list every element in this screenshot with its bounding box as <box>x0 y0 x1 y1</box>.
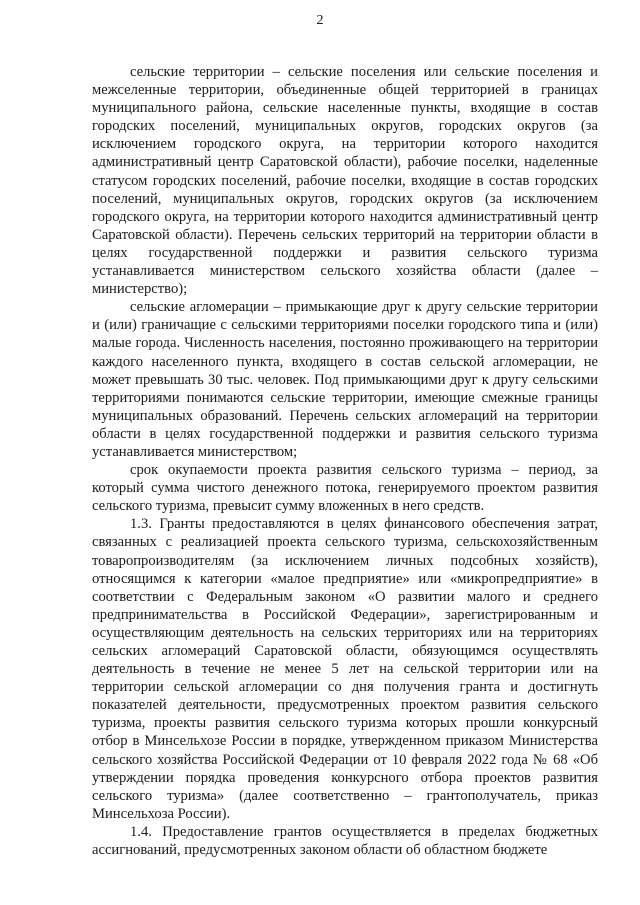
paragraph-rural-territories: сельские территории – сельские поселения или сельские поселения и межселенные территории, объединенные общей территорией в границах муниципального района, сельские населенные пункты, входящие в состав городских поселений, муниципальных округов, городских округов (за исключением городского округа, на территории которого находится административный центр Саратовской области), рабочие поселки, наделенные статусом городских поселений, рабочие поселки, входящие в состав городских поселений, муниципальных округов, городских округов (за исключением городского округа, на территории которого находится административный центр Саратовской области). Перечень сельских территорий на территории области в целях государственной поддержки и развития сельского туризма устанавливается министерством сельского хозяйства области (далее – министерство); <box>92 64 598 298</box>
page-number: 2 <box>316 13 324 28</box>
paragraph-section-1-4: 1.4. Предоставление грантов осуществляется в пределах бюджетных ассигнований, предусмотренных законом области об областном бюджете <box>92 823 598 859</box>
paragraph-payback-period: срок окупаемости проекта развития сельского туризма – период, за который сумма чистого денежного потока, генерируемого проектом развития сельского туризма, превысит сумму вложенных в него средств. <box>92 462 598 515</box>
paragraph-rural-agglomerations: сельские агломерации – примыкающие друг к другу сельские территории и (или) граничащие с сельскими территориями поселки городского типа и (или) малые города. Численность населения, постоянно проживающего на территории каждого населенного пункта, входящего в состав сельской агломерации, не может превышать 30 тыс. человек. Под примыкающими друг к другу сельскими территориями понимаются сельские территории, имеющие смежные границы муниципальных образований. Перечень сельских агломераций на территории области в целях государственной поддержки и развития сельского туризма устанавливается министерством; <box>92 299 598 460</box>
document-body <box>92 63 598 859</box>
paragraph-section-1-3: 1.3. Гранты предоставляются в целях финансового обеспечения затрат, связанных с реализацией проекта сельского туризма, сельскохозяйственным товаропроизводителям (за исключением личных подсобных хозяйств), относящимся к категории «малое предприятие» или «микропредприятие» в соответствии с Федеральным законом «О развитии малого и среднего предпринимательства в Российской Федерации», зарегистрированным и осуществляющим деятельность на сельских территориях или на территориях сельских агломераций Саратовской области, обязующимся осуществлять деятельность в течение не менее 5 лет на сельской территории или на территории сельской агломерации со дня получения гранта и достигнуть показателей деятельности, предусмотренных проектом развития сельского туризма, проекты развития сельского туризма которых прошли конкурсный отбор в Минсельхозе России в порядке, утвержденном приказом Министерства сельского хозяйства Российской Федерации от 10 февраля 2022 года № 68 «Об утверждении порядка проведения конкурсного отбора проектов развития сельского туризма» (далее соответственно – грантополучатель, приказ Минсельхоза России). <box>92 516 598 822</box>
